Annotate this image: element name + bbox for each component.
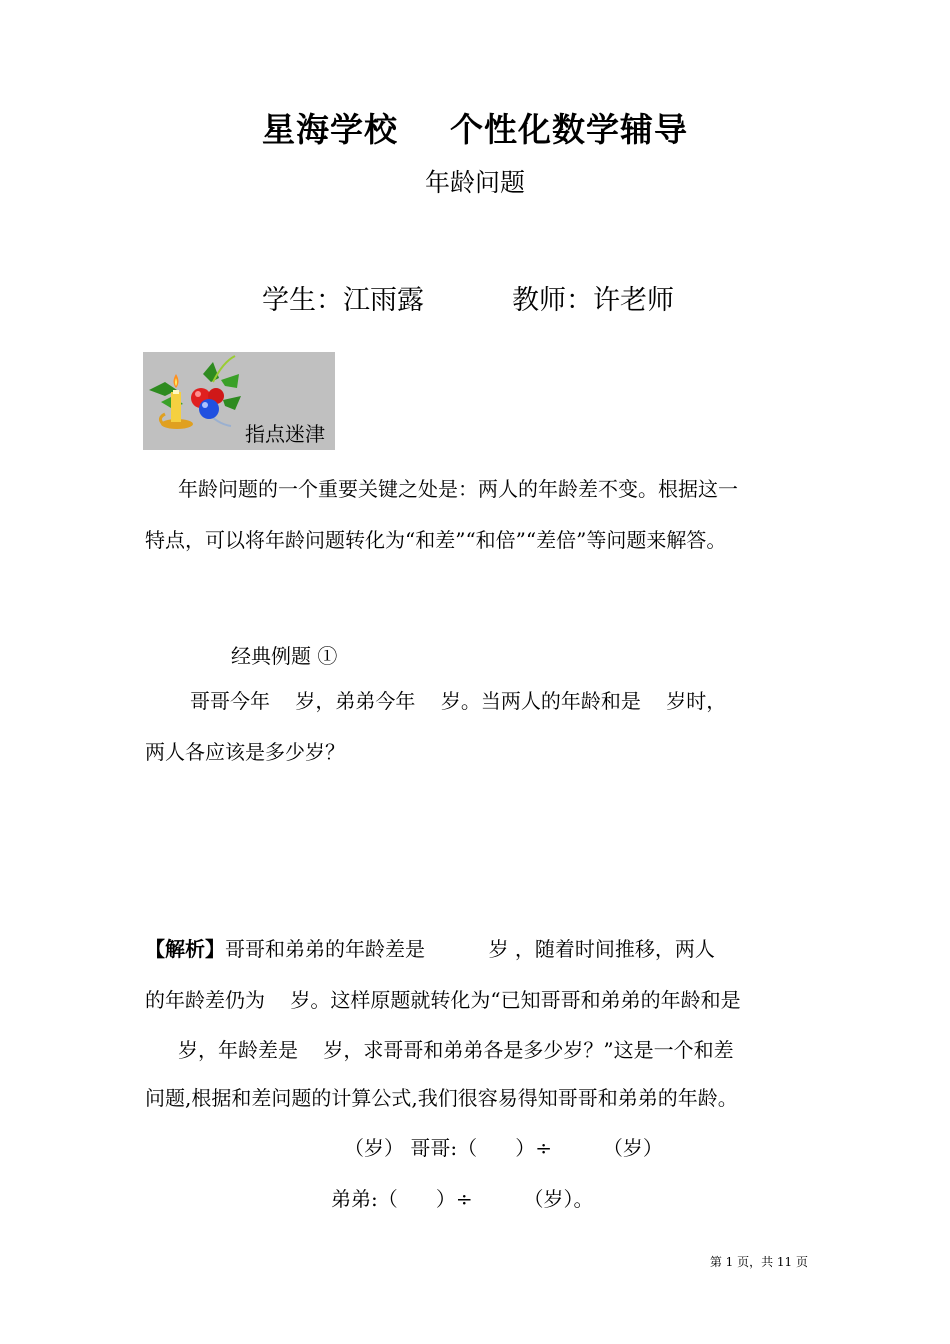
- page-footer: 第 1 页，共 11 页: [709, 1255, 808, 1269]
- tip-text-line-2: 特点，可以将年龄问题转化为“和差”“和倍”“差倍”等问题来解答。: [145, 528, 727, 552]
- example-line-1: 哥哥今年 岁，弟弟今年 岁。当两人的年龄和是 岁时，: [190, 689, 727, 713]
- analysis-line-4: 问题,根据和差问题的计算公式,我们很容易得知哥哥和弟弟的年龄。: [145, 1086, 738, 1110]
- tip-text-line-1: 年龄问题的一个重要关键之处是：两人的年龄差不变。根据这一: [178, 477, 738, 501]
- analysis-line-3: 岁，年龄差是 岁，求哥哥和弟弟各是多少岁？”这是一个和差: [178, 1038, 734, 1062]
- tip-label: 指点迷津: [245, 422, 325, 446]
- analysis-line-1: [145, 933, 715, 962]
- page-title: [0, 104, 950, 151]
- example-line-2: 两人各应该是多少岁？: [145, 740, 345, 764]
- page-subtitle: 年龄问题: [424, 168, 525, 197]
- formula-elder-brother: （岁） 哥哥:（ ）÷ （岁）: [344, 1136, 663, 1160]
- analysis-line-2: 的年龄差仍为 岁。这样原题就转化为“已知哥哥和弟弟的年龄和是: [145, 988, 741, 1012]
- school-name: 星海学校: [262, 110, 398, 149]
- tip-clipart: [143, 352, 335, 450]
- analysis-tag: 【解析】: [145, 937, 225, 961]
- course-name: 个性化数学辅导: [450, 110, 688, 149]
- people-line: [262, 278, 674, 317]
- analysis-line-1-text: 哥哥和弟弟的年龄差是 岁 ，随着时间推移，两人: [225, 937, 715, 961]
- teacher-name: 教师：许老师: [512, 285, 674, 316]
- student-name: 学生：江雨露: [262, 285, 424, 316]
- formula-younger-brother: 弟弟:（ ）÷ （岁）。: [331, 1187, 594, 1211]
- example-heading: 经典例题 ①: [231, 644, 338, 668]
